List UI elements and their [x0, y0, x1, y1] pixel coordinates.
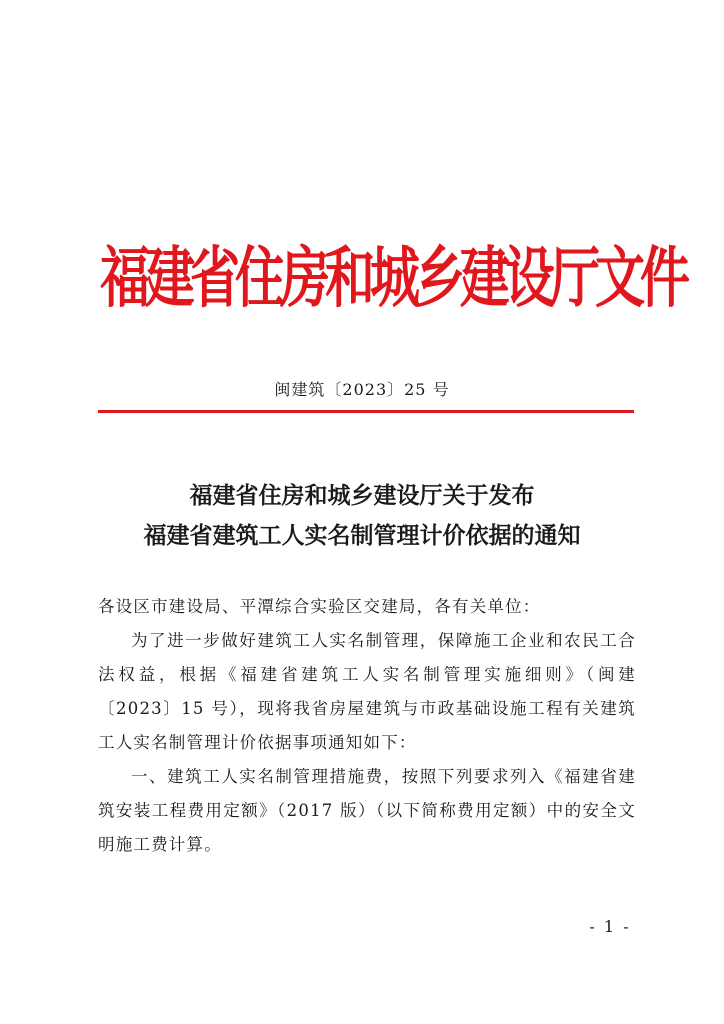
document-title-line-1: 福建省住房和城乡建设厅关于发布	[189, 482, 535, 509]
body-paragraph-2: 一、建筑工人实名制管理措施费，按照下列要求列入《福建省建筑安装工程费用定额》（2017 版）（以下简称费用定额）中的安全文明施工费计算。	[98, 767, 636, 854]
page-number: - 1 -	[589, 917, 631, 936]
document-title-line-2: 福建省建筑工人实名制管理计价依据的通知	[143, 522, 581, 549]
body-paragraph-1: 为了进一步做好建筑工人实名制管理，保障施工企业和农民工合法权益，根据《福建省建筑工人实名制管理实施细则》（闽建〔2023〕15 号），现将我省房屋建筑与市政基础设施工程有关建筑工人实名制管理计价依据事项通知如下：	[98, 631, 636, 752]
red-divider-rule	[98, 410, 634, 413]
document-number: 闽建筑〔2023〕25 号	[274, 380, 450, 399]
masthead-title: 福建省住房和城乡建设厅文件	[100, 238, 685, 317]
document-title	[0, 476, 724, 556]
addressee-line: 各设区市建设局、平潭综合实验区交建局，各有关单位：	[98, 597, 541, 616]
